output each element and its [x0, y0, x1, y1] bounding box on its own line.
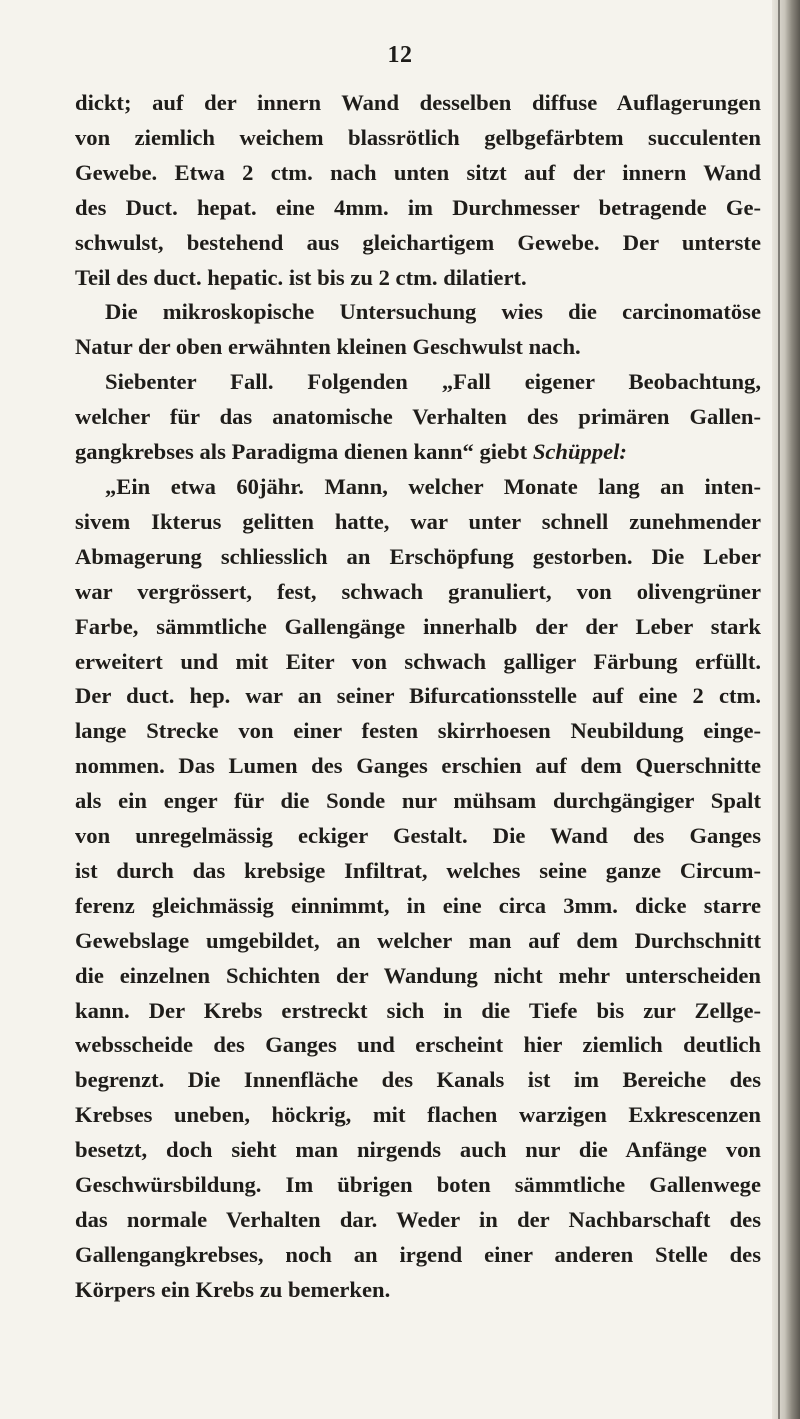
text-line: Die mikroskopische Untersuchung wies die carcinomatöse: [105, 299, 761, 325]
text-line: Körpers ein Krebs zu bemerken.: [75, 1276, 391, 1302]
text-line: lange Strecke von einer festen skirrhoesen Neubildung einge-: [75, 718, 761, 744]
text-line: welcher für das anatomische Verhalten des primären Gallen-: [75, 404, 761, 430]
text-line: schwulst, bestehend aus gleichartigem Gewebe. Der unterste: [75, 229, 761, 255]
text-line: Farbe, sämmtliche Gallengänge innerhalb der der Leber stark: [75, 613, 761, 639]
text-line: Geschwürsbildung. Im übrigen boten sämmtliche Gallenwege: [75, 1172, 761, 1198]
text-line: Gallengangkrebses, noch an irgend einer anderen Stelle des: [75, 1241, 761, 1267]
text-line: des Duct. hepat. eine 4mm. im Durchmesser betragende Ge-: [75, 194, 761, 220]
text-line: kann. Der Krebs erstreckt sich in die Tiefe bis zur Zellge-: [75, 997, 761, 1023]
text-line: Abmagerung schliesslich an Erschöpfung gestorben. Die Leber: [75, 543, 761, 569]
text-line: Teil des duct. hepatic. ist bis zu 2 ctm. dilatiert.: [75, 264, 527, 290]
text-line: als ein enger für die Sonde nur mühsam durchgängiger Spalt: [75, 788, 761, 814]
text-line: von unregelmässig eckiger Gestalt. Die Wand des Ganges: [75, 823, 761, 849]
text-line: ferenz gleichmässig einnimmt, in eine circa 3mm. dicke starre: [75, 892, 761, 918]
text-line: Gewebe. Etwa 2 ctm. nach unten sitzt auf der innern Wand: [75, 159, 761, 185]
text-line: besetzt, doch sieht man nirgends auch nur die Anfänge von: [75, 1137, 761, 1163]
page-binding-edge: [772, 0, 800, 1419]
text-line: „Ein etwa 60jähr. Mann, welcher Monate lang an inten-: [105, 473, 761, 499]
text-line: die einzelnen Schichten der Wandung nicht mehr unterscheiden: [75, 962, 761, 988]
text-line: sivem Ikterus gelitten hatte, war unter schnell zunehmender: [75, 508, 761, 534]
text-line: begrenzt. Die Innenfläche des Kanals ist im Bereiche des: [75, 1067, 761, 1093]
text-line: Der duct. hep. war an seiner Bifurcationsstelle auf eine 2 ctm.: [75, 683, 761, 709]
text-line: erweitert und mit Eiter von schwach galliger Färbung erfüllt.: [75, 648, 761, 674]
text-line: Siebenter Fall. Folgenden „Fall eigener Beobachtung,: [105, 369, 761, 395]
text-line: ist durch das krebsige Infiltrat, welches seine ganze Circum-: [75, 857, 761, 883]
text-line: von ziemlich weichem blassrötlich gelbgefärbtem succulenten: [75, 124, 761, 150]
text-line: nommen. Das Lumen des Ganges erschien auf dem Querschnitte: [75, 753, 761, 779]
text-line-with-citation: [75, 435, 761, 470]
text-line: Natur der oben erwähnten kleinen Geschwulst nach.: [75, 334, 581, 360]
text-line: war vergrössert, fest, schwach granuliert, von olivengrüner: [75, 578, 761, 604]
body-text: [75, 86, 761, 1308]
cited-author: Schüppel:: [532, 439, 627, 465]
text-line: dickt; auf der innern Wand desselben diffuse Auflagerungen: [75, 90, 761, 115]
text-line: Gewebslage umgebildet, an welcher man auf dem Durchschnitt: [75, 927, 761, 953]
page-number: 12: [387, 42, 413, 68]
text-line: Krebses uneben, höckrig, mit flachen warzigen Exkrescenzen: [75, 1102, 761, 1128]
text-line: websscheide des Ganges und erscheint hier ziemlich deutlich: [75, 1032, 761, 1058]
text-segment: gangkrebses als Paradigma dienen kann“ giebt: [75, 439, 528, 465]
text-line: das normale Verhalten dar. Weder in der Nachbarschaft des: [75, 1207, 761, 1232]
page-binding-line: [778, 0, 780, 1419]
